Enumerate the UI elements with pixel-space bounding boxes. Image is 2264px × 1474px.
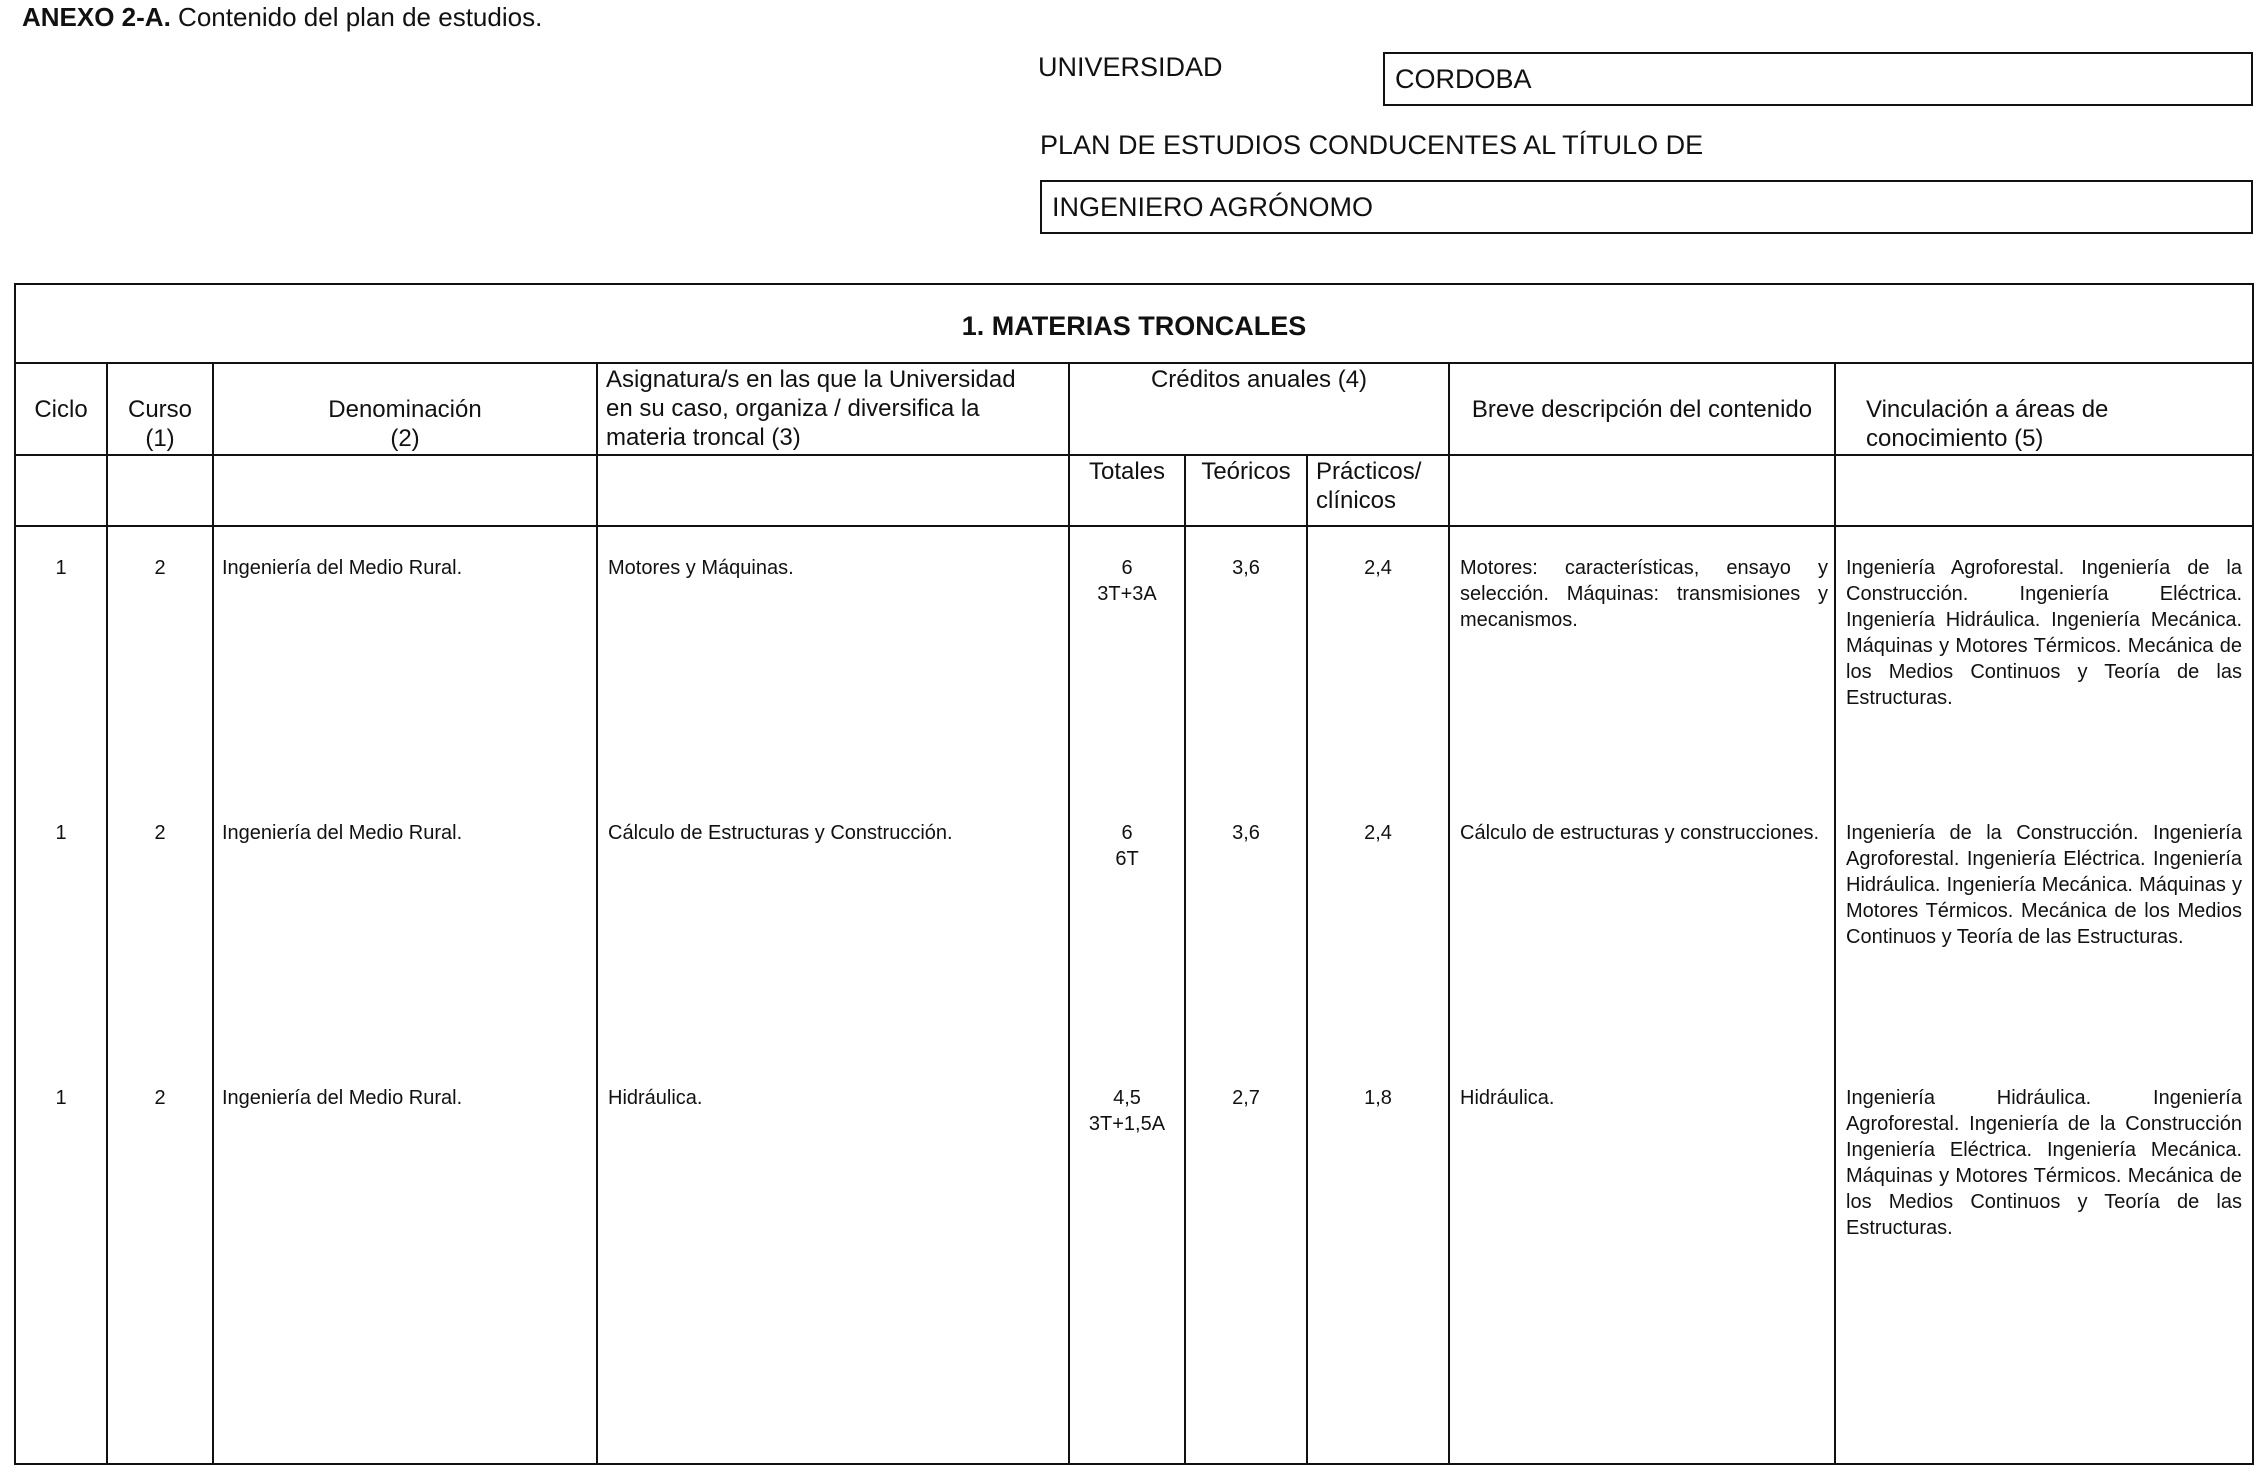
row-1-totales-value: 6 [1121, 557, 1133, 579]
header-vinculacion [1866, 395, 2246, 453]
header-asignatura [606, 365, 1066, 452]
table-title: 1. MATERIAS TRONCALES [961, 311, 1307, 341]
header-practicos-line-1: Prácticos/ [1316, 458, 1422, 485]
row-3-vinculacion: Ingeniería Hidráulica. Ingeniería Agroforestal. Ingeniería de la Construcción Ingeniería Eléctrica. Ingeniería Mecánica. Máquinas y Motores Térmicos. Mecánica de los Medios Continuos y Teoría de las Estructuras. [1846, 1087, 2242, 1239]
header-vinculacion-line-1: Vinculación a áreas de [1866, 396, 2109, 423]
row-1-vinculacion: Ingeniería Agroforestal. Ingeniería de la Construcción. Ingeniería Eléctrica. Ingeniería Hidráulica. Ingeniería Mecánica. Máquinas y Motores Térmicos. Mecánica de los Medios Continuos y Teoría de las Estructuras. [1846, 557, 2242, 709]
header-teoricos: Teóricos [1201, 458, 1291, 485]
row-2-descripcion: Cálculo de estructuras y construcciones. [1460, 822, 1820, 844]
row-1-practicos: 2,4 [1364, 557, 1392, 579]
header-curso-label: Curso [127, 396, 193, 423]
row-1-totales [1070, 555, 1184, 607]
rule-col-3 [596, 362, 598, 1465]
universidad-field: CORDOBA [1383, 52, 2253, 106]
rule-col-7 [1448, 362, 1450, 1465]
universidad-label: UNIVERSIDAD [1038, 52, 1223, 82]
header-asignatura-line-3: materia troncal (3) [606, 424, 801, 451]
rule-col-1 [106, 362, 108, 1465]
row-3-ciclo: 1 [55, 1087, 67, 1109]
header-asignatura-line-2: en su caso, organiza / diversifica la [606, 395, 980, 422]
header-denominacion-label: Denominación [328, 396, 482, 423]
rule-col-5 [1184, 454, 1186, 1465]
row-3-totales [1070, 1085, 1184, 1137]
row-2-asignatura: Cálculo de Estructuras y Construcción. [608, 822, 953, 844]
header-curso-note: (1) [145, 425, 175, 452]
header-curso [108, 395, 212, 453]
row-1-asignatura: Motores y Máquinas. [608, 557, 794, 579]
row-2-curso: 2 [154, 822, 166, 844]
row-1-totales-detail: 3T+3A [1097, 583, 1157, 605]
header-practicos [1316, 457, 1448, 515]
rule-col-8 [1834, 362, 1836, 1465]
header-creditos: Créditos anuales (4) [1150, 366, 1368, 393]
row-3-descripcion: Hidráulica. [1460, 1087, 1555, 1109]
rule-col-6 [1306, 454, 1308, 1465]
materias-troncales-table [14, 283, 2254, 1465]
row-2-denominacion: Ingeniería del Medio Rural. [222, 822, 463, 844]
row-3-curso: 2 [154, 1087, 166, 1109]
annex-number: ANEXO 2-A. [22, 2, 171, 32]
row-3-asignatura: Hidráulica. [608, 1087, 703, 1109]
rule-header [16, 454, 2252, 456]
row-1-teoricos: 3,6 [1232, 557, 1260, 579]
row-1-denominacion: Ingeniería del Medio Rural. [222, 557, 463, 579]
plan-label: PLAN DE ESTUDIOS CONDUCENTES AL TÍTULO DE [1040, 130, 1704, 160]
rule-subheader [16, 525, 2252, 527]
annex-heading [22, 2, 542, 33]
header-ciclo: Ciclo [34, 396, 88, 423]
row-2-practicos: 2,4 [1364, 822, 1392, 844]
row-3-totales-detail: 3T+1,5A [1088, 1113, 1166, 1135]
annex-description: Contenido del plan de estudios. [170, 2, 543, 32]
header-vinculacion-line-2: conocimiento (5) [1866, 425, 2044, 452]
row-2-totales-detail: 6T [1115, 848, 1139, 870]
row-3-teoricos: 2,7 [1232, 1087, 1260, 1109]
rule-col-2 [212, 362, 214, 1465]
header-denominacion-note: (2) [390, 425, 420, 452]
header-practicos-line-2: clínicos [1316, 487, 1397, 514]
header-denominacion [214, 395, 596, 453]
titulo-field: INGENIERO AGRÓNOMO [1040, 180, 2253, 234]
rule-col-4 [1068, 362, 1070, 1465]
row-2-totales [1070, 820, 1184, 872]
header-asignatura-line-1: Asignatura/s en las que la Universidad [606, 366, 1016, 393]
row-2-vinculacion: Ingeniería de la Construcción. Ingeniería Agroforestal. Ingeniería Eléctrica. Ingeniería Hidráulica. Ingeniería Mecánica. Máquinas y Motores Térmicos. Mecánica de los Medios Continuos y Teoría de las Estructuras. [1846, 822, 2242, 948]
header-totales: Totales [1088, 458, 1166, 485]
row-2-teoricos: 3,6 [1232, 822, 1260, 844]
row-3-denominacion: Ingeniería del Medio Rural. [222, 1087, 463, 1109]
row-2-totales-value: 6 [1121, 822, 1133, 844]
row-2-ciclo: 1 [55, 822, 67, 844]
row-3-practicos: 1,8 [1364, 1087, 1392, 1109]
row-3-totales-value: 4,5 [1113, 1087, 1141, 1109]
rule-title [16, 362, 2252, 364]
header-descripcion: Breve descripción del contenido [1471, 396, 1813, 423]
row-1-descripcion: Motores: características, ensayo y selección. Máquinas: transmisiones y mecanismos. [1460, 557, 1828, 631]
row-1-curso: 2 [154, 557, 166, 579]
row-1-ciclo: 1 [55, 557, 67, 579]
